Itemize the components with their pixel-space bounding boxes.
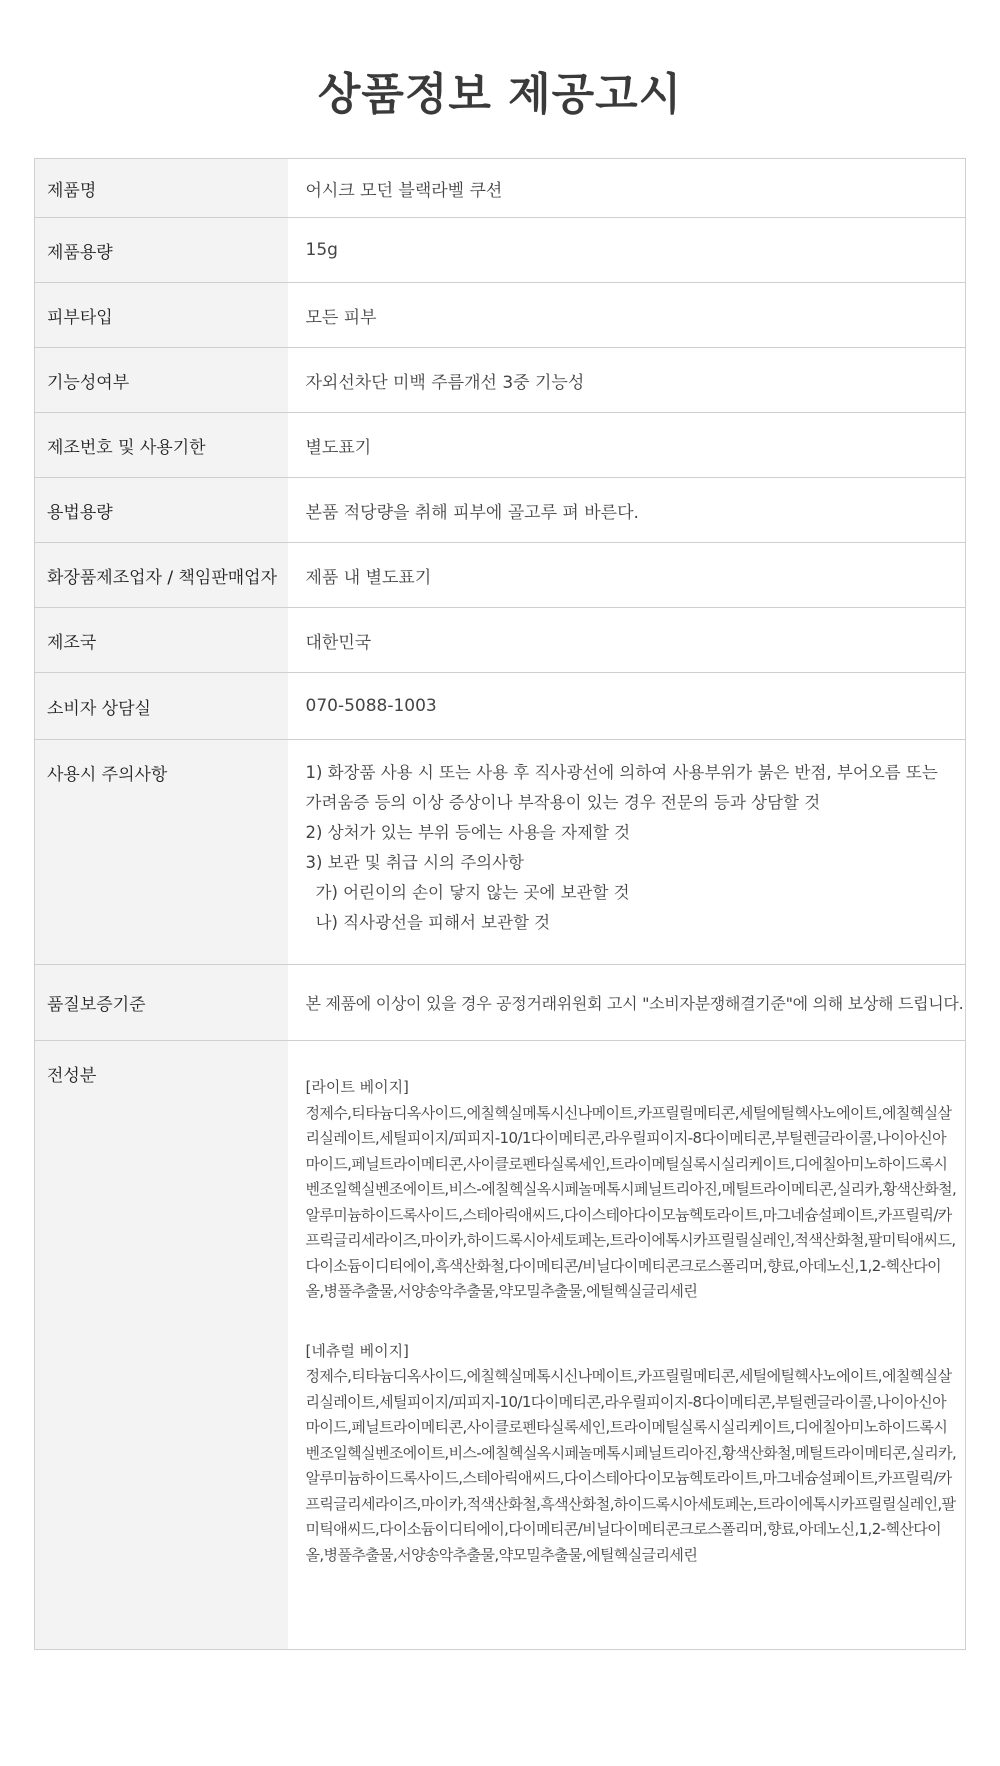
row-value-product-name: 어시크 모던 블랙라벨 쿠션: [288, 159, 966, 218]
table-row: [35, 740, 966, 965]
row-value-caution: [288, 740, 966, 965]
row-value-manufacturer: 제품 내 별도표기: [288, 543, 966, 608]
page-title: 상품정보 제공고시: [317, 69, 683, 120]
row-label-country: 제조국: [35, 608, 288, 673]
table-row: [35, 1041, 966, 1650]
row-value-customer-service: 070-5088-1003: [288, 673, 966, 740]
row-label-capacity: 제품용량: [35, 218, 288, 283]
table-row: [35, 608, 966, 673]
row-value-skin-type: 모든 피부: [288, 283, 966, 348]
caution-line: 가) 어린이의 손이 닿지 않는 곳에 보관할 것: [315, 883, 630, 902]
row-value-country: 대한민국: [288, 608, 966, 673]
table-row: [35, 283, 966, 348]
caution-line: 1) 화장품 사용 시 또는 사용 후 직사광선에 의하여 사용부위가 붉은 반점, 부어오름 또는: [305, 763, 938, 782]
caution-line: 나) 직사광선을 피해서 보관할 것: [315, 913, 551, 932]
row-value-lot-expiry: 별도표기: [288, 413, 966, 478]
table-row: [35, 218, 966, 283]
product-info-table: [34, 158, 966, 1650]
row-label-skin-type: 피부타입: [35, 283, 288, 348]
row-label-usage: 용법용량: [35, 478, 288, 543]
row-label-lot-expiry: 제조번호 및 사용기한: [35, 413, 288, 478]
row-value-usage: 본품 적당량을 취해 피부에 골고루 펴 바른다.: [288, 478, 966, 543]
row-value-quality: 본 제품에 이상이 있을 경우 공정거래위원회 고시 "소비자분쟁해결기준"에 의해 보상해 드립니다.: [288, 965, 966, 1041]
table-row: [35, 478, 966, 543]
table-row: [35, 348, 966, 413]
table-row: [35, 413, 966, 478]
ingredient-group-text: 정제수,티타늄디옥사이드,에칠헥실메톡시신나메이트,카프릴릴메티콘,세틸에틸헥사노에이트,에칠헥실살리실레이트,세틸피이지/피피지-10/1다이메티콘,라우릴피이지-8다이메티콘,부틸렌글라이콜,나이아신아마이드,페닐트라이메티콘,사이클로펜타실록세인,트라이메틸실록시실리케이트,디에칠아미노하이드록시벤조일헥실벤조에이트,비스-에칠헥실옥시페놀메톡시페닐트리아진,황색산화철,메틸트라이메티콘,실리카,알루미늄하이드록사이드,스테아릭애씨드,다이스테아다이모늄헥토라이트,마그네슘설페이트,카프릴릭/카프릭글리세라이즈,마이카,적색산화철,흑색산화철,하이드록시아세토페논,트라이에톡시카프릴릴실레인,팔미틱애씨드,다이소듐이디티에이,다이메티콘/비닐다이메티콘크로스폴리머,향료,아데노신,1,2-헥산다이올,병풀추출물,서양송악추출물,약모밀추출물,에틸헥실글리세린: [305, 1367, 957, 1564]
row-value-functional: 자외선차단 미백 주름개선 3중 기능성: [288, 348, 966, 413]
row-label-functional: 기능성여부: [35, 348, 288, 413]
ingredients-list: [306, 1041, 966, 1568]
table-row: [35, 965, 966, 1041]
row-label-caution: 사용시 주의사항: [35, 740, 288, 965]
table-row: [35, 673, 966, 740]
ingredient-group-text: 정제수,티타늄디옥사이드,에칠헥실메톡시신나메이트,카프릴릴메티콘,세틸에틸헥사노에이트,에칠헥실살리실레이트,세틸피이지/피피지-10/1다이메티콘,라우릴피이지-8다이메티콘,부틸렌글라이콜,나이아신아마이드,페닐트라이메티콘,사이클로펜타실록세인,트라이메틸실록시실리케이트,디에칠아미노하이드록시벤조일헥실벤조에이트,비스-에칠헥실옥시페놀메톡시페닐트리아진,메틸트라이메티콘,실리카,황색산화철,알루미늄하이드록사이드,스테아릭애씨드,다이스테아다이모늄헥토라이트,마그네슘설페이트,카프릴릭/카프릭글리세라이즈,마이카,하이드록시아세토페논,트라이에톡시카프릴릴실레인,적색산화철,팔미틱애씨드,다이소듐이디티에이,흑색산화철,다이메티콘/비닐다이메티콘크로스폴리머,향료,아데노신,1,2-헥산다이올,병풀추출물,서양송악추출물,약모밀추출물,에틸헥실글리세린: [305, 1103, 957, 1300]
table-row: [35, 543, 966, 608]
row-value-capacity: 15g: [288, 218, 966, 283]
table-row: [35, 159, 966, 218]
row-label-ingredients: 전성분: [35, 1041, 288, 1650]
row-label-product-name: 제품명: [35, 159, 288, 218]
ingredient-group-heading: [라이트 베이지]: [305, 1078, 409, 1096]
row-value-ingredients: [288, 1041, 966, 1650]
caution-line: 2) 상처가 있는 부위 등에는 사용을 자제할 것: [305, 823, 631, 842]
ingredient-group-heading: [네츄럴 베이지]: [305, 1341, 409, 1360]
caution-list: [306, 740, 966, 938]
caution-line: 3) 보관 및 취급 시의 주의사항: [305, 853, 524, 872]
row-label-customer-service: 소비자 상담실: [35, 673, 288, 740]
caution-line: 가려움증 등의 이상 증상이나 부작용이 있는 경우 전문의 등과 상담할 것: [305, 793, 821, 812]
row-label-manufacturer: 화장품제조업자 / 책임판매업자: [35, 543, 288, 608]
row-label-quality: 품질보증기준: [35, 965, 288, 1041]
